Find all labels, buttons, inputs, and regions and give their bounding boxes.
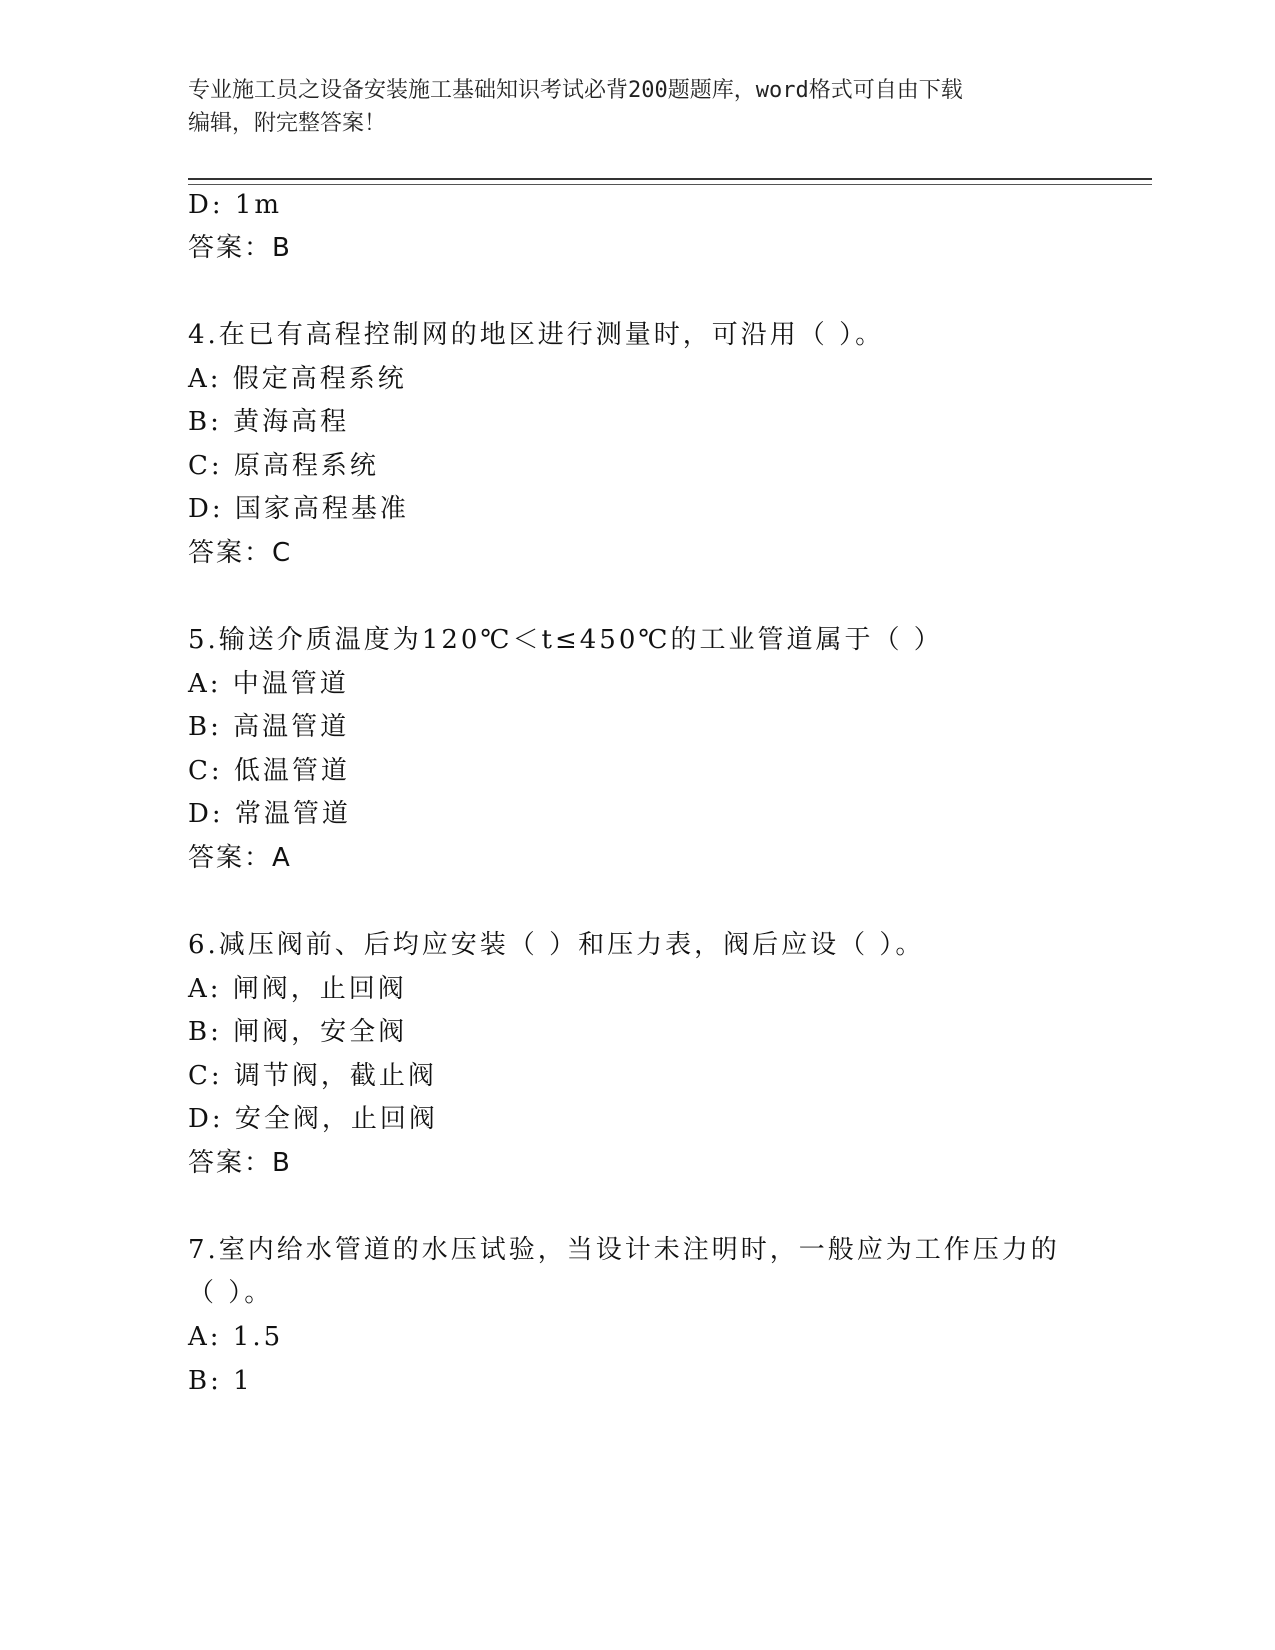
q5-option-b: B: 高温管道 [188,712,350,742]
q6-answer: 答案：B [188,1148,292,1178]
header-rule-thin [188,184,1152,185]
q5-question: 5.输送介质温度为120℃＜t≤450℃的工业管道属于（ ） [188,625,943,655]
q6-option-a: A: 闸阀，止回阀 [188,974,407,1004]
q4-option-d: D: 国家高程基准 [188,494,409,524]
q5-answer: 答案：A [188,843,292,873]
q7-option-b: B: 1 [188,1366,253,1396]
header-title-line-1: 专业施工员之设备安装施工基础知识考试必背200题题库，word格式可自由下载 [188,78,963,103]
q4-option-c: C: 原高程系统 [188,451,379,481]
q3-option-d: D: 1m [188,190,283,220]
q4-question: 4.在已有高程控制网的地区进行测量时，可沿用（ ）。 [188,320,885,350]
q4-option-b: B: 黄海高程 [188,407,350,437]
q5-option-c: C: 低温管道 [188,756,350,786]
header-rule-thick [188,178,1152,180]
q7-question-line-1: 7.室内给水管道的水压试验，当设计未注明时，一般应为工作压力的 [188,1235,1060,1265]
q6-option-b: B: 闸阀，安全阀 [188,1017,408,1047]
q6-option-d: D: 安全阀，止回阀 [188,1104,438,1134]
q5-option-d: D: 常温管道 [188,799,351,829]
q4-option-a: A: 假定高程系统 [188,364,407,394]
header-title-line-2: 编辑，附完整答案！ [188,111,387,136]
q5-option-a: A: 中温管道 [188,669,349,699]
q6-question: 6.减压阀前、后均应安装（ ）和压力表，阀后应设（ ）。 [188,930,925,960]
q4-answer: 答案：C [188,538,293,568]
q7-option-a: A: 1.5 [188,1322,284,1352]
q7-question-line-2: （ ）。 [188,1278,274,1308]
q6-option-c: C: 调节阀，截止阀 [188,1061,437,1091]
document-header [188,74,1088,140]
q3-answer: 答案：B [188,233,292,263]
